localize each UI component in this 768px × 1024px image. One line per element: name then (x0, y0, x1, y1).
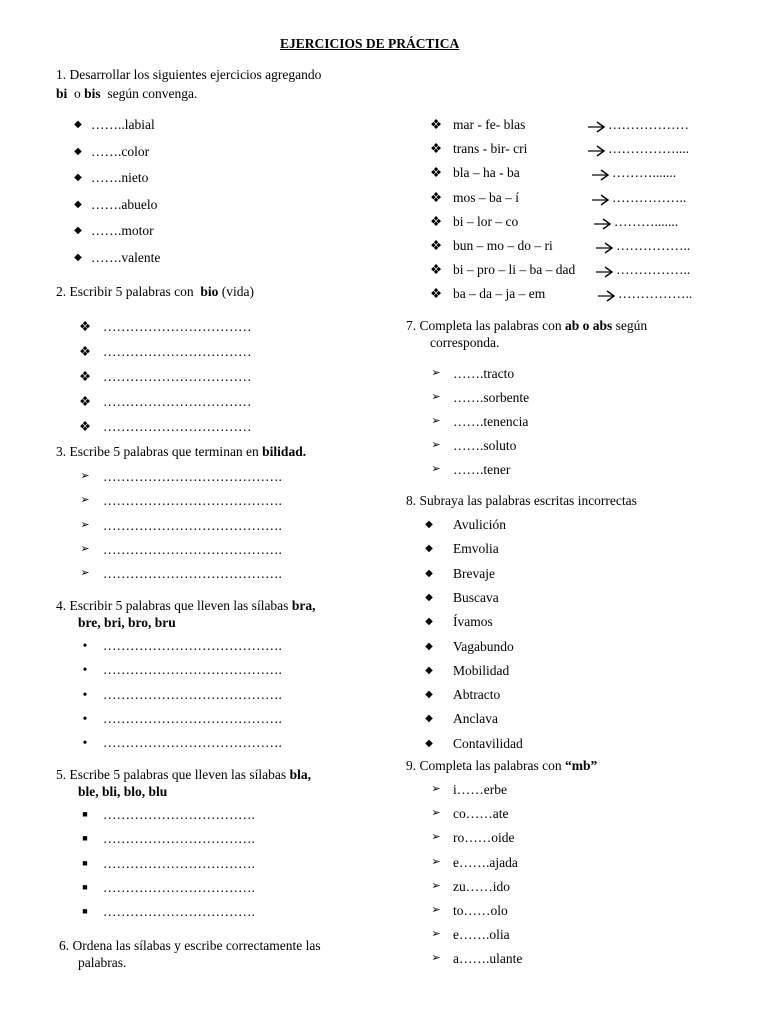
four-diamond-bullet-icon: ❖ (429, 141, 443, 157)
s9-pre: 9. Completa las palabras con (406, 758, 562, 773)
s3-instruction (56, 443, 306, 460)
diamond-bullet-icon: ◆ (74, 251, 82, 263)
diamond-bullet-icon: ◆ (425, 713, 433, 725)
diamond-bullet-icon: ◆ (425, 689, 433, 701)
right-arrow-icon (588, 121, 606, 131)
s6-answer-blank: …………….... (608, 141, 689, 157)
s6-answer-blank: …………….. (618, 286, 693, 302)
s6-syllables: bla – ha - ba (453, 165, 520, 181)
s7-instruction-line1 (406, 317, 647, 334)
page-title: EJERCICIOS DE PRÁCTICA (280, 36, 460, 51)
s1-rest: según convenga. (107, 86, 198, 101)
diamond-bullet-icon: ◆ (74, 198, 82, 210)
arrowhead-bullet-icon: ➢ (431, 904, 441, 916)
arrowhead-bullet-icon: ➢ (431, 783, 441, 795)
s7-pre: 7. Completa las palabras con (406, 318, 562, 333)
arrowhead-bullet-icon: ➢ (431, 415, 441, 427)
s8-item: Avulición (453, 517, 506, 532)
right-arrow-icon (592, 169, 610, 179)
dot-bullet-icon: • (82, 686, 88, 702)
s2-item: …………………………… (103, 344, 252, 359)
s3-pre: 3. Escribe 5 palabras que terminan en (56, 444, 259, 459)
s7-post: según (615, 318, 648, 333)
s6-answer-blank: ……………… (608, 117, 689, 132)
square-bullet-icon: ■ (82, 857, 88, 868)
four-diamond-bullet-icon: ❖ (429, 117, 443, 132)
diamond-bullet-icon: ◆ (425, 567, 433, 579)
s2-item: …………………………… (103, 319, 252, 334)
s1-item: ……..labial (91, 117, 155, 132)
diamond-bullet-icon: ◆ (425, 591, 433, 603)
four-diamond-bullet-icon: ❖ (429, 213, 443, 229)
s1-item: …….color (91, 143, 150, 159)
s8-item: Buscava (453, 589, 499, 605)
s6-syllables: bi – pro – li – ba – dad (453, 262, 576, 278)
arrowhead-bullet-icon: ➢ (431, 391, 441, 403)
s1-o: o (74, 86, 81, 101)
right-arrow-icon (596, 266, 614, 276)
s6-answer-blank: ………....... (614, 213, 679, 229)
s9-item: i……erbe (453, 782, 507, 797)
dot-bullet-icon: • (82, 735, 88, 751)
square-bullet-icon: ■ (82, 881, 88, 892)
s7-bold: ab o abs (564, 318, 613, 333)
arrowhead-bullet-icon: ➢ (80, 518, 90, 531)
diamond-bullet-icon: ◆ (425, 519, 433, 530)
s3-bold: bilidad. (262, 444, 307, 459)
s6-answer-blank: …………….. (616, 238, 691, 253)
s4-instruction-line2: bre, bri, bro, bru (78, 615, 176, 630)
diamond-bullet-icon: ◆ (425, 737, 433, 749)
s5-bold1: bla, (289, 767, 311, 782)
s4-item: …………………………………. (103, 662, 282, 678)
right-arrow-icon (594, 218, 612, 228)
square-bullet-icon: ■ (82, 906, 88, 917)
s5-line1: 5. Escribe 5 palabras que lleven las sílabas (56, 767, 287, 782)
s7-item: …….tracto (453, 366, 515, 381)
s9-bold: “mb” (564, 758, 598, 773)
s1-item: …….motor (91, 223, 154, 238)
arrowhead-bullet-icon: ➢ (431, 952, 441, 965)
right-arrow-icon (598, 290, 616, 300)
s5-item: ……………………………. (103, 879, 255, 895)
s4-item: …………………………………. (103, 735, 282, 751)
s6-syllables: bun – mo – do – ri (453, 238, 553, 253)
arrowhead-bullet-icon: ➢ (431, 855, 441, 868)
s6-syllables: ba – da – ja – em (453, 286, 546, 302)
arrowhead-bullet-icon: ➢ (431, 463, 441, 475)
s9-item: e…….ajada (453, 854, 518, 870)
s1-bis: bis (84, 86, 101, 101)
s2-item: …………………………… (103, 369, 252, 384)
s9-item: co……ate (453, 806, 509, 822)
s1-bi: bi (56, 86, 68, 101)
s6-syllables: trans - bir- cri (453, 141, 528, 157)
s3-item: …………………………………. (103, 469, 282, 484)
s1-instruction-line1: 1. Desarrollar los siguientes ejercicios agregando (56, 67, 322, 82)
four-diamond-bullet-icon: ❖ (78, 319, 92, 334)
square-bullet-icon: ■ (82, 833, 88, 844)
s9-item: a…….ulante (453, 951, 523, 967)
s8-item: Vagabundo (453, 638, 514, 654)
s4-item: …………………………………. (103, 686, 282, 702)
diamond-bullet-icon: ◆ (74, 145, 82, 157)
s3-item: …………………………………. (103, 493, 282, 509)
square-bullet-icon: ■ (82, 809, 88, 819)
four-diamond-bullet-icon: ❖ (78, 419, 92, 434)
arrowhead-bullet-icon: ➢ (80, 567, 90, 580)
s7-item: …….sorbente (453, 390, 530, 405)
s4-line1: 4. Escribir 5 palabras que lleven las sílabas (56, 598, 289, 613)
s4-item: …………………………………. (103, 710, 282, 726)
four-diamond-bullet-icon: ❖ (429, 286, 443, 302)
s2-instruction (56, 283, 254, 300)
s9-item: ro……oide (453, 830, 515, 846)
diamond-bullet-icon: ◆ (425, 640, 433, 652)
s9-item: zu……ido (453, 878, 510, 894)
s7-instruction-line2: corresponda. (430, 335, 500, 350)
arrowhead-bullet-icon: ➢ (431, 928, 441, 941)
four-diamond-bullet-icon: ❖ (78, 369, 92, 384)
s6-instruction-line2: palabras. (78, 955, 127, 970)
s6-syllables: bi – lor – co (453, 213, 519, 229)
four-diamond-bullet-icon: ❖ (429, 262, 443, 278)
s8-instruction: 8. Subraya las palabras escritas incorrectas (406, 493, 637, 508)
s1-item: …….abuelo (91, 196, 158, 212)
arrowhead-bullet-icon: ➢ (431, 439, 441, 451)
diamond-bullet-icon: ◆ (425, 543, 433, 555)
s5-instruction-line1 (56, 766, 311, 783)
s7-item: …….tener (453, 462, 511, 477)
dot-bullet-icon: • (82, 638, 88, 653)
s3-item: …………………………………. (103, 541, 282, 557)
s1-item: …….nieto (91, 170, 149, 185)
s8-item: Contavilidad (453, 735, 523, 751)
s3-item: …………………………………. (103, 566, 282, 582)
s2-item: …………………………… (103, 419, 252, 434)
s6-answer-blank: ………....... (612, 165, 677, 181)
s2-item: …………………………… (103, 394, 252, 409)
diamond-bullet-icon: ◆ (74, 119, 82, 130)
s4-item: …………………………………. (103, 638, 282, 653)
s6-answer-blank: …………….. (612, 189, 687, 205)
right-arrow-icon (588, 145, 606, 155)
arrowhead-bullet-icon: ➢ (431, 831, 441, 844)
s5-item: ……………………………. (103, 855, 255, 871)
s5-item: ……………………………. (103, 831, 255, 847)
s2-bold: bio (200, 284, 219, 299)
arrowhead-bullet-icon: ➢ (80, 494, 90, 507)
diamond-bullet-icon: ◆ (425, 664, 433, 676)
diamond-bullet-icon: ◆ (74, 225, 82, 236)
s2-pre: 2. Escribir 5 palabras con (56, 284, 194, 299)
dot-bullet-icon: • (82, 662, 88, 678)
four-diamond-bullet-icon: ❖ (429, 189, 443, 205)
s8-item: Anclava (453, 711, 498, 727)
arrowhead-bullet-icon: ➢ (431, 807, 441, 820)
arrowhead-bullet-icon: ➢ (80, 470, 90, 482)
s7-item: …….soluto (453, 438, 517, 453)
s2-post: (vida) (221, 284, 254, 299)
four-diamond-bullet-icon: ❖ (429, 238, 443, 253)
s8-item: Emvolia (453, 541, 499, 557)
arrowhead-bullet-icon: ➢ (431, 879, 441, 892)
four-diamond-bullet-icon: ❖ (78, 344, 92, 359)
arrowhead-bullet-icon: ➢ (80, 542, 90, 555)
s9-item: e…….olia (453, 927, 510, 943)
s9-item: to……olo (453, 903, 508, 918)
s8-item: Ívamos (453, 614, 493, 630)
four-diamond-bullet-icon: ❖ (78, 394, 92, 409)
diamond-bullet-icon: ◆ (425, 616, 433, 628)
s8-item: Brevaje (453, 565, 495, 581)
arrowhead-bullet-icon: ➢ (431, 367, 441, 379)
s5-instruction-line2: ble, bli, blo, blu (78, 784, 168, 799)
s6-syllables: mar - fe- blas (453, 117, 526, 132)
s5-item: ……………………………. (103, 904, 255, 920)
s9-instruction (406, 757, 597, 774)
s6-syllables: mos – ba – í (453, 189, 519, 205)
dot-bullet-icon: • (82, 710, 88, 726)
s8-item: Mobilidad (453, 662, 510, 678)
s6-instruction-line1: 6. Ordena las sílabas y escribe correctamente las (59, 938, 321, 953)
right-arrow-icon (592, 194, 610, 204)
right-arrow-icon (596, 242, 614, 252)
s1-instruction-line2 (56, 85, 197, 102)
s4-bold1: bra, (291, 598, 316, 613)
s8-item: Abtracto (453, 687, 501, 703)
s5-item: ……………………………. (103, 807, 255, 822)
s4-instruction-line1 (56, 597, 315, 614)
four-diamond-bullet-icon: ❖ (429, 165, 443, 181)
s7-item: …….tenencia (453, 414, 529, 429)
diamond-bullet-icon: ◆ (74, 172, 82, 183)
s3-item: …………………………………. (103, 517, 282, 533)
s1-item: …….valente (91, 249, 161, 265)
s6-answer-blank: …………….. (616, 262, 691, 278)
